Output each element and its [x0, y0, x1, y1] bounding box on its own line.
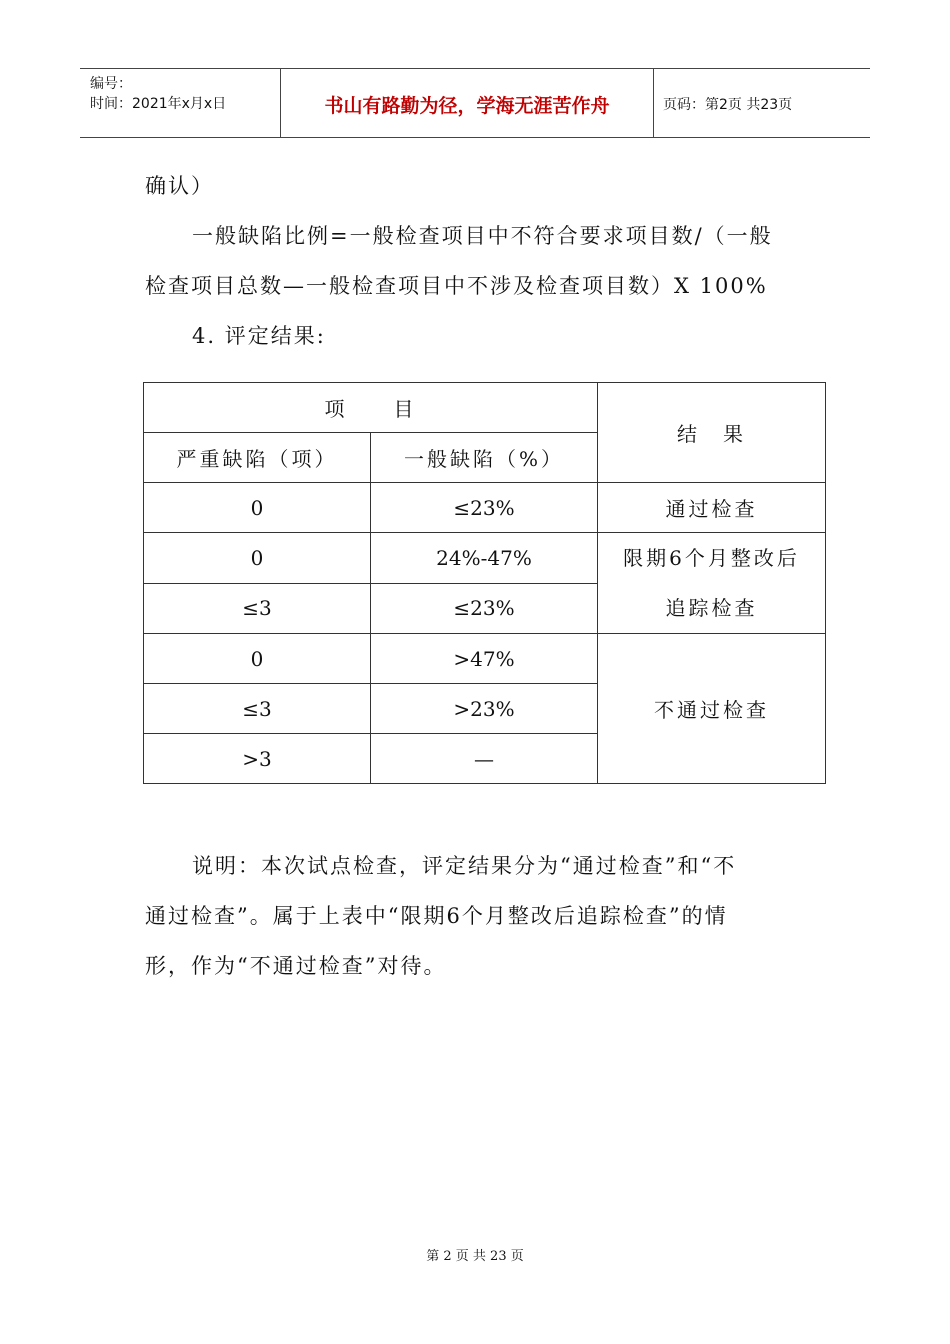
serious-cell: 0	[144, 634, 371, 684]
header-motto: 书山有路勤为径，学海无涯苦作舟	[324, 95, 610, 117]
body-line-3: 检查项目总数—一般检查项目中不涉及检查项目数）X 100%	[145, 274, 768, 298]
header-result-cell: 结 果	[598, 383, 826, 483]
header-motto-cell	[280, 69, 654, 137]
general-cell: 24%-47%	[371, 533, 598, 584]
header-page-info: 页码：第2页 共23页	[663, 97, 793, 113]
table-row	[144, 533, 826, 584]
table-header-row	[144, 383, 826, 433]
result-fail-cell: 不通过检查	[598, 634, 826, 784]
header-items-cell: 项 目	[144, 383, 598, 433]
body-line-2: 一般缺陷比例=一般检查项目中不符合要求项目数/（一般	[192, 224, 773, 248]
document-number-label: 编号：	[90, 76, 132, 92]
page-footer: 第 2 页 共 23 页	[426, 1249, 524, 1264]
col-serious-header: 严重缺陷（项）	[144, 433, 371, 483]
document-time-label: 时间：2021年x月x日	[90, 96, 227, 112]
table-row	[144, 634, 826, 684]
general-cell: —	[371, 734, 598, 784]
result-followup-line-2: 追踪检查	[665, 596, 758, 620]
general-cell: ≤23%	[371, 583, 598, 634]
general-cell: ≤23%	[371, 483, 598, 533]
note-line-2: 通过检查”。属于上表中“限期6个月整改后追踪检查”的情	[145, 904, 728, 928]
result-followup-line-1: 限期6个月整改后	[623, 546, 800, 570]
serious-cell: ≤3	[144, 684, 371, 734]
table-row	[144, 483, 826, 533]
header-page-cell	[653, 69, 870, 137]
serious-cell: 0	[144, 533, 371, 584]
note-line-1: 说明：本次试点检查，评定结果分为“通过检查”和“不	[192, 854, 737, 878]
general-cell: >47%	[371, 634, 598, 684]
result-pass-cell: 通过检查	[598, 483, 826, 533]
header-meta-cell	[80, 69, 280, 137]
page-header	[80, 68, 870, 138]
serious-cell: 0	[144, 483, 371, 533]
general-cell: >23%	[371, 684, 598, 734]
serious-cell: >3	[144, 734, 371, 784]
col-general-header: 一般缺陷（%）	[371, 433, 598, 483]
evaluation-result-table	[143, 382, 826, 784]
note-line-3: 形，作为“不通过检查”对待。	[145, 954, 447, 978]
result-followup-cell	[598, 533, 826, 634]
section-heading: 4. 评定结果:	[192, 324, 326, 348]
serious-cell: ≤3	[144, 583, 371, 634]
body-line-1: 确认）	[145, 174, 214, 198]
